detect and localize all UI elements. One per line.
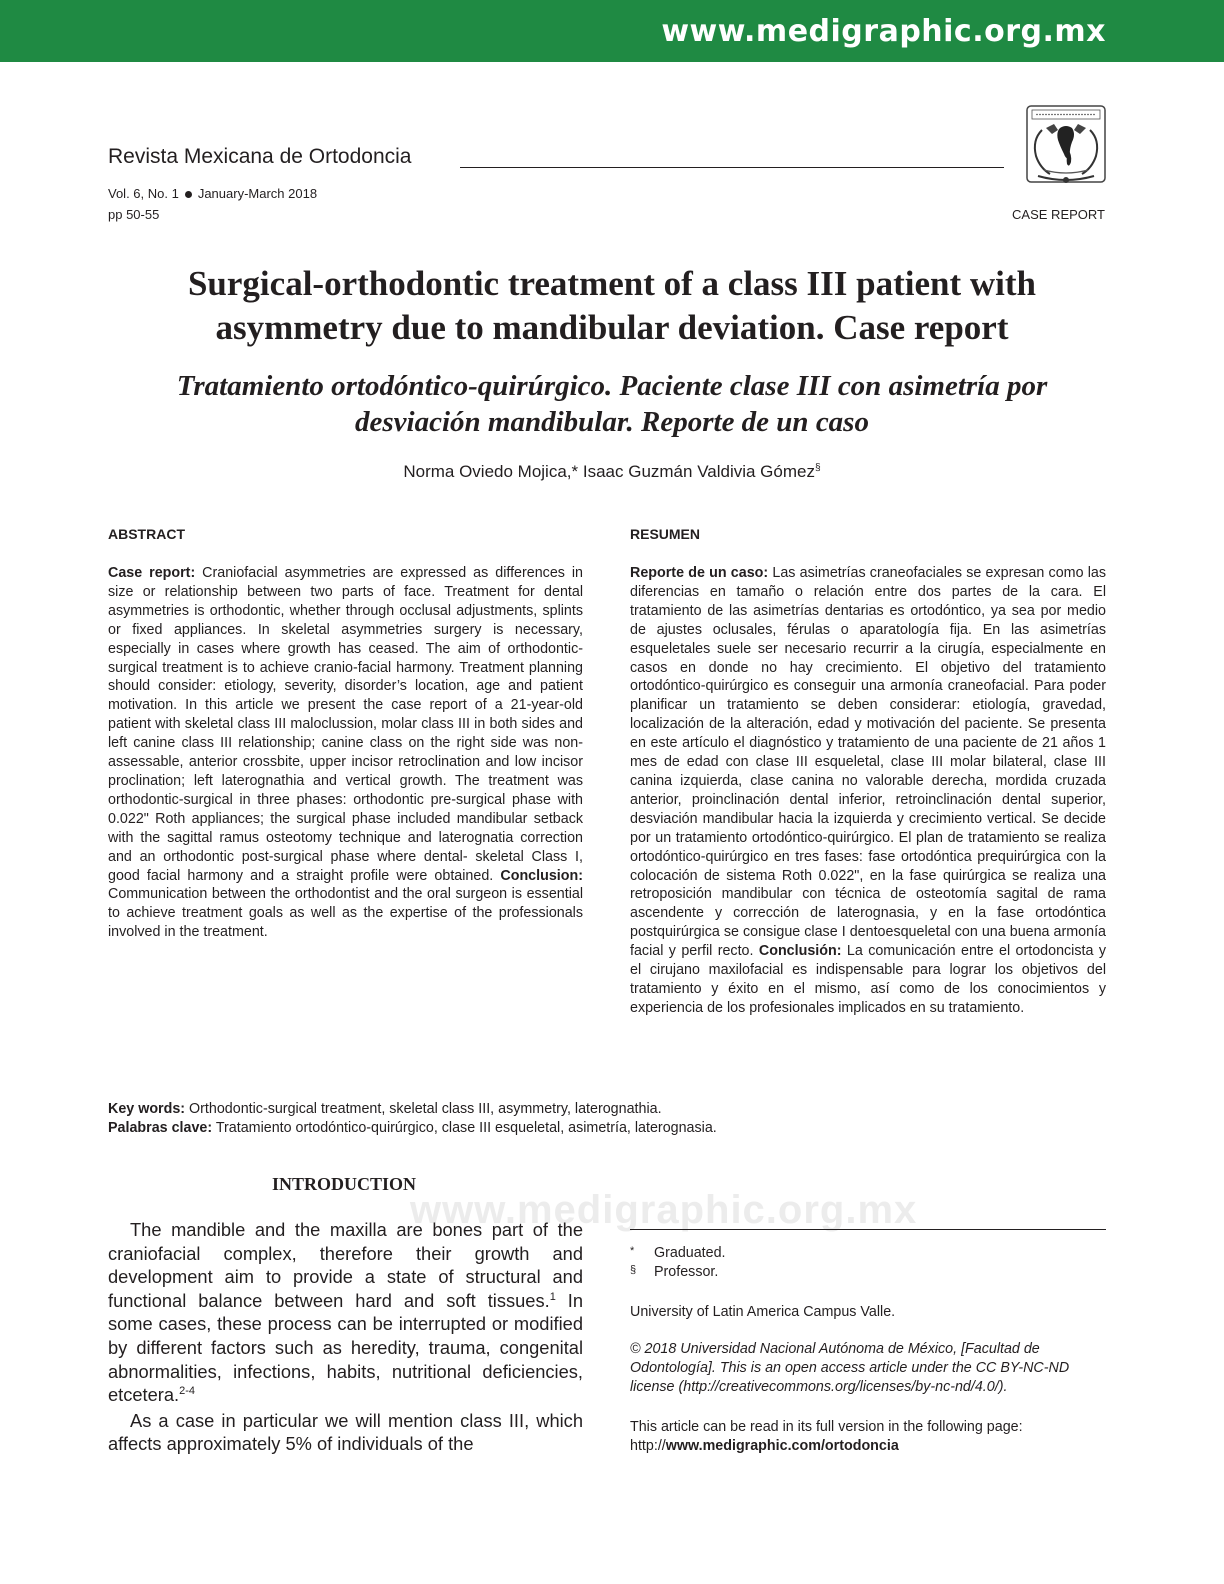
fulltext-notice <box>630 1418 1108 1456</box>
abstract-heading: ABSTRACT <box>108 526 185 542</box>
article-title: Surgical-orthodontic treatment of a class III patient with asymmetry due to mandibular deviation. Case report <box>187 264 1037 347</box>
resumen-label-caso: Reporte de un caso: <box>630 565 769 581</box>
keywords-en-text: Orthodontic-surgical treatment, skeletal class III, asymmetry, laterognathia. <box>185 1101 662 1117</box>
journal-name: Revista Mexicana de Ortodoncia <box>108 145 412 168</box>
volume-info <box>108 186 317 201</box>
watermark: www.medigraphic.org.mx <box>410 1188 918 1232</box>
keywords-en-label: Key words: <box>108 1101 186 1117</box>
affiliation: University of Latin America Campus Valle. <box>630 1304 896 1320</box>
author-1-mark: * <box>571 462 579 481</box>
author-1: Norma Oviedo Mojica, <box>403 462 572 481</box>
introduction-heading: INTRODUCTION <box>271 1174 417 1194</box>
footnote-1-text: Graduated. <box>654 1245 726 1261</box>
journal-rule <box>460 167 1004 168</box>
fulltext-prefix: http:// <box>630 1438 666 1454</box>
intro-paragraph-1 <box>108 1218 583 1407</box>
keywords-en <box>108 1100 1108 1119</box>
abstract-label-case: Case report: <box>108 565 196 581</box>
bullet-icon <box>185 191 192 198</box>
article-type: CASE REPORT <box>1012 207 1105 222</box>
banner-url[interactable]: www.medigraphic.org.mx <box>661 14 1106 49</box>
unam-seal-icon <box>1024 100 1108 190</box>
resumen-heading: RESUMEN <box>630 526 701 542</box>
fulltext-url[interactable]: www.medigraphic.com/ortodoncia <box>665 1438 899 1454</box>
abstract-label-conclusion: Conclusion: <box>500 867 583 884</box>
volume: Vol. 6, No. 1 <box>108 186 179 201</box>
footnote-1 <box>630 1245 726 1261</box>
keywords-es-label: Palabras clave: <box>108 1120 213 1136</box>
resumen-text-2: La comunicación entre el ortodoncista y el cirujano maxilofacial es indispensable para lograr los objetivos del tratamiento y éxito en el mismo, así como de los conocimientos y experiencia de los profesionales implicados en su tratamiento. <box>630 943 1106 1016</box>
keywords-block <box>108 1100 1108 1138</box>
abstract-text-2: Communication between the orthodontist and the oral surgeon is essential to achieve treatment goals as well as the expertise of the professionals involved in the treatment. <box>108 886 583 941</box>
intro-ref-1[interactable]: 1 <box>549 1290 556 1303</box>
intro-p1-text-b: In some cases, these process can be interrupted or modified by different factors such as heredity, trauma, congenital abnormalities, infections, habits, nutritional deficiencies, etcetera. <box>108 1289 583 1406</box>
author-list <box>120 462 1104 482</box>
keywords-es <box>108 1119 1108 1138</box>
intro-ref-2[interactable]: 2-4 <box>179 1385 195 1398</box>
author-2: Isaac Guzmán Valdivia Gómez <box>578 462 815 481</box>
abstract-text-1: Craniofacial asymmetries are expressed as differences in size or relationship between two parts of face. Treatment for dental asymmetries is orthodontic, whether through occlusal adjustments, splints or fixed appliances. In skeletal asymmetries surgery is necessary, especially in cases where growth has ceased. The aim of orthodontic-surgical treatment is to achieve cranio-facial harmony. Treatment planning should consider: etiology, severity, disorder’s location, age and patient motivation. In this article we present the case report of a 21-year-old patient with skeletal class III maloclussion, molar class III in both sides and left canine class III relationship; canine class on the right side was non-assessable, anterior crossbite, upper incisor retroclination and low incisor proclination; left laterognathia and vertical growth. The treatment was orthodontic-surgical in three phases: orthodontic pre-surgical phase with 0.022" Roth appliances; the surgical phase included mandibular setback with the sagittal ramus osteotomy technique and laterognatia correction and an orthodontic post-surgical phase where dental- skeletal Class I, good facial harmony and a straight profile were obtained. <box>108 565 584 884</box>
fulltext-intro: This article can be read in its full version in the following page: <box>630 1419 1023 1435</box>
issue-date: January-March 2018 <box>197 186 318 201</box>
footnote-2-text: Professor. <box>654 1264 719 1280</box>
resumen-label-conclusion: Conclusión: <box>758 943 842 960</box>
resumen-body <box>630 564 1106 1018</box>
footnote-2-mark: § <box>630 1264 637 1276</box>
fulltext-link[interactable] <box>630 1437 1108 1456</box>
resumen-text-1: Las asimetrías craneofaciales se expresan como las diferencias en tamaño o relación entre dos partes de la cara. El tratamiento de las asimetrías dentarias es ortodóntico, ya sea por medio de ajustes oclusales, férulas o aparatología fija. En las asimetrías esqueletales suele ser necesario recurrir a la cirugía, especialmente en casos en donde no hay crecimiento. El objetivo del tratamiento ortodóntico-quirúrgico es conseguir una armonía craneofacial. Para poder planificar un tratamiento se deben considerar: etiología, gravedad, localización de la alteración, edad y motivación del paciente. Se presenta en este artículo el diagnóstico y tratamiento de una paciente de 21 años 1 mes de edad con clase III esqueletal, clase III molar bilateral, clase III canina izquierda, clase canina no valorable derecha, mordida cruzada anterior, proinclinación dental inferior, retroinclinación dental superior, desviación mandibular hacia la izquierda y crecimiento vertical. Se decide por un tratamiento ortodóntico-quirúrgico. El plan de tratamiento se realiza ortodóntico-quirúrgico en tres fases: fase ortodóntica prequirúrgica con la colocación de sistema Roth 0.022", en la fase quirúrgica se realiza una retroposición mandibular con técnica de osteotomía sagital de rama ascendente y corrección de laterognasia, y en la fase ortodóntica postquirúrgica se consigue clase I dentoesqueletal con una buena armonía facial y perfil recto. <box>630 565 1107 960</box>
intro-p1-text: The mandible and the maxilla are bones part of the craniofacial complex, therefore their growth and development aim to provide a state of structural and functional balance between hard and soft tissues. <box>108 1219 583 1311</box>
introduction-body <box>108 1218 583 1456</box>
license-notice: © 2018 Universidad Nacional Autónoma de México, [Facultad de Odontología]. This is an open access article under the CC BY-NC-ND license (http://creativecommons.org/licenses/by-nc-nd/4.0/). <box>630 1341 1070 1395</box>
top-banner <box>0 0 1224 62</box>
article-subtitle: Tratamiento ortodóntico-quirúrgico. Paciente clase III con asimetría por desviación mandibular. Reporte de un caso <box>176 370 1048 438</box>
intro-paragraph-2: As a case in particular we will mention class III, which affects approximately 5% of individuals of the <box>108 1409 583 1455</box>
keywords-es-text: Tratamiento ortodóntico-quirúrgico, clase III esqueletal, asimetría, laterognasia. <box>212 1120 717 1136</box>
footnote-2 <box>630 1264 718 1280</box>
page-range: pp 50-55 <box>108 207 160 222</box>
abstract-body <box>108 564 583 942</box>
author-2-mark: § <box>814 462 821 474</box>
footnote-rule <box>630 1229 1106 1230</box>
footnote-1-mark: * <box>630 1245 635 1257</box>
